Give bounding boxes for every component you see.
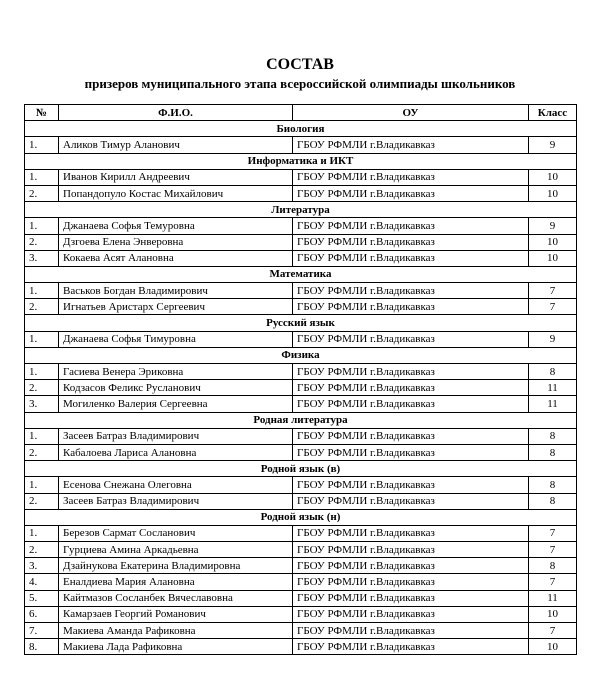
table-row: [25, 331, 577, 347]
student-name: Кайтмазов Сосланбек Вячеславовна: [59, 590, 293, 606]
student-name: Иванов Кирилл Андреевич: [59, 169, 293, 185]
student-name: Джанаева Софья Тимуровна: [59, 331, 293, 347]
grade-value: 8: [529, 364, 577, 380]
student-name: Кодзасов Феликс Русланович: [59, 380, 293, 396]
student-name: Еналдиева Мария Алановна: [59, 574, 293, 590]
table-row: [25, 493, 577, 509]
table-row: [25, 364, 577, 380]
grade-value: 7: [529, 283, 577, 299]
row-number: 1.: [25, 364, 59, 380]
row-number: 1.: [25, 137, 59, 153]
table-row: [25, 428, 577, 444]
school-name: ГБОУ РФМЛИ г.Владикавказ: [293, 444, 529, 460]
table-row: [25, 169, 577, 185]
document-title: СОСТАВ: [266, 56, 334, 73]
row-number: 5.: [25, 590, 59, 606]
school-name: ГБОУ РФМЛИ г.Владикавказ: [293, 558, 529, 574]
table-row: [25, 234, 577, 250]
table-header-row: [25, 105, 577, 121]
subject-heading: Информатика и ИКТ: [25, 153, 577, 169]
school-name: ГБОУ РФМЛИ г.Владикавказ: [293, 234, 529, 250]
row-number: 1.: [25, 428, 59, 444]
student-name: Засеев Батраз Владимирович: [59, 428, 293, 444]
school-name: ГБОУ РФМЛИ г.Владикавказ: [293, 283, 529, 299]
table-row: [25, 542, 577, 558]
grade-value: 8: [529, 444, 577, 460]
grade-value: 7: [529, 542, 577, 558]
student-name: Макиева Лада Рафиковна: [59, 639, 293, 655]
school-name: ГБОУ РФМЛИ г.Владикавказ: [293, 250, 529, 266]
table-row: [25, 525, 577, 541]
row-number: 8.: [25, 639, 59, 655]
school-name: ГБОУ РФМЛИ г.Владикавказ: [293, 218, 529, 234]
row-number: 1.: [25, 169, 59, 185]
row-number: 3.: [25, 558, 59, 574]
student-name: Камарзаев Георгий Романович: [59, 606, 293, 622]
table-row: [25, 380, 577, 396]
subject-row: [25, 412, 577, 428]
subject-row: [25, 202, 577, 218]
table-row: [25, 639, 577, 655]
student-name: Васьков Богдан Владимирович: [59, 283, 293, 299]
subject-row: [25, 461, 577, 477]
school-name: ГБОУ РФМЛИ г.Владикавказ: [293, 364, 529, 380]
subject-row: [25, 347, 577, 363]
table-row: [25, 299, 577, 315]
grade-value: 10: [529, 639, 577, 655]
grade-value: 11: [529, 396, 577, 412]
student-name: Могиленко Валерия Сергеевна: [59, 396, 293, 412]
grade-value: 11: [529, 380, 577, 396]
subject-heading: Математика: [25, 266, 577, 282]
row-number: 2.: [25, 185, 59, 201]
document-subtitle: призеров муниципального этапа всероссийской олимпиады школьников: [84, 76, 516, 91]
subject-row: [25, 121, 577, 137]
row-number: 1.: [25, 477, 59, 493]
subject-heading: Родная литература: [25, 412, 577, 428]
row-number: 4.: [25, 574, 59, 590]
subject-row: [25, 266, 577, 282]
student-name: Есенова Снежана Олеговна: [59, 477, 293, 493]
table-row: [25, 606, 577, 622]
row-number: 6.: [25, 606, 59, 622]
row-number: 7.: [25, 623, 59, 639]
school-name: ГБОУ РФМЛИ г.Владикавказ: [293, 396, 529, 412]
table-row: [25, 185, 577, 201]
grade-value: 9: [529, 137, 577, 153]
school-name: ГБОУ РФМЛИ г.Владикавказ: [293, 590, 529, 606]
table-row: [25, 137, 577, 153]
school-name: ГБОУ РФМЛИ г.Владикавказ: [293, 639, 529, 655]
grade-value: 9: [529, 331, 577, 347]
school-name: ГБОУ РФМЛИ г.Владикавказ: [293, 493, 529, 509]
subject-row: [25, 315, 577, 331]
grade-value: 8: [529, 428, 577, 444]
grade-value: 8: [529, 493, 577, 509]
student-name: Кокаева Асят Алановна: [59, 250, 293, 266]
row-number: 2.: [25, 299, 59, 315]
school-name: ГБОУ РФМЛИ г.Владикавказ: [293, 623, 529, 639]
grade-value: 7: [529, 574, 577, 590]
subject-heading: Русский язык: [25, 315, 577, 331]
winners-table: [24, 104, 577, 655]
grade-value: 10: [529, 234, 577, 250]
table-row: [25, 623, 577, 639]
school-name: ГБОУ РФМЛИ г.Владикавказ: [293, 606, 529, 622]
school-name: ГБОУ РФМЛИ г.Владикавказ: [293, 380, 529, 396]
student-name: Гасиева Венера Эриковна: [59, 364, 293, 380]
grade-value: 9: [529, 218, 577, 234]
header-num: №: [25, 105, 59, 121]
row-number: 2.: [25, 493, 59, 509]
row-number: 1.: [25, 525, 59, 541]
row-number: 2.: [25, 444, 59, 460]
student-name: Дзгоева Елена Энверовна: [59, 234, 293, 250]
row-number: 3.: [25, 396, 59, 412]
table-row: [25, 396, 577, 412]
grade-value: 8: [529, 558, 577, 574]
school-name: ГБОУ РФМЛИ г.Владикавказ: [293, 542, 529, 558]
row-number: 2.: [25, 542, 59, 558]
school-name: ГБОУ РФМЛИ г.Владикавказ: [293, 428, 529, 444]
school-name: ГБОУ РФМЛИ г.Владикавказ: [293, 477, 529, 493]
school-name: ГБОУ РФМЛИ г.Владикавказ: [293, 574, 529, 590]
student-name: Дзайнукова Екатерина Владимировна: [59, 558, 293, 574]
row-number: 1.: [25, 218, 59, 234]
student-name: Макиева Аманда Рафиковна: [59, 623, 293, 639]
header-name: Ф.И.О.: [59, 105, 293, 121]
grade-value: 11: [529, 590, 577, 606]
school-name: ГБОУ РФМЛИ г.Владикавказ: [293, 525, 529, 541]
table-row: [25, 444, 577, 460]
student-name: Игнатьев Аристарх Сергеевич: [59, 299, 293, 315]
table-row: [25, 574, 577, 590]
grade-value: 10: [529, 606, 577, 622]
student-name: Гурциева Амина Аркадьевна: [59, 542, 293, 558]
table-row: [25, 477, 577, 493]
grade-value: 10: [529, 185, 577, 201]
student-name: Джанаева Софья Темуровна: [59, 218, 293, 234]
school-name: ГБОУ РФМЛИ г.Владикавказ: [293, 137, 529, 153]
student-name: Попандопуло Костас Михайлович: [59, 185, 293, 201]
table-row: [25, 283, 577, 299]
subject-heading: Родной язык (н): [25, 509, 577, 525]
school-name: ГБОУ РФМЛИ г.Владикавказ: [293, 299, 529, 315]
table-row: [25, 590, 577, 606]
subject-heading: Физика: [25, 347, 577, 363]
grade-value: 8: [529, 477, 577, 493]
subject-heading: Родной язык (в): [25, 461, 577, 477]
student-name: Березов Сармат Сосланович: [59, 525, 293, 541]
grade-value: 7: [529, 525, 577, 541]
school-name: ГБОУ РФМЛИ г.Владикавказ: [293, 331, 529, 347]
grade-value: 7: [529, 623, 577, 639]
school-name: ГБОУ РФМЛИ г.Владикавказ: [293, 169, 529, 185]
student-name: Аликов Тимур Аланович: [59, 137, 293, 153]
row-number: 3.: [25, 250, 59, 266]
table-row: [25, 250, 577, 266]
subject-heading: Литература: [25, 202, 577, 218]
row-number: 2.: [25, 234, 59, 250]
row-number: 2.: [25, 380, 59, 396]
table-row: [25, 558, 577, 574]
subject-heading: Биология: [25, 121, 577, 137]
grade-value: 7: [529, 299, 577, 315]
row-number: 1.: [25, 331, 59, 347]
table-body: [25, 121, 577, 655]
grade-value: 10: [529, 250, 577, 266]
student-name: Засеев Батраз Владимирович: [59, 493, 293, 509]
student-name: Кабалоева Лариса Алановна: [59, 444, 293, 460]
table-row: [25, 218, 577, 234]
subject-row: [25, 153, 577, 169]
school-name: ГБОУ РФМЛИ г.Владикавказ: [293, 185, 529, 201]
header-grade: Класс: [529, 105, 577, 121]
row-number: 1.: [25, 283, 59, 299]
grade-value: 10: [529, 169, 577, 185]
subject-row: [25, 509, 577, 525]
header-school: ОУ: [293, 105, 529, 121]
